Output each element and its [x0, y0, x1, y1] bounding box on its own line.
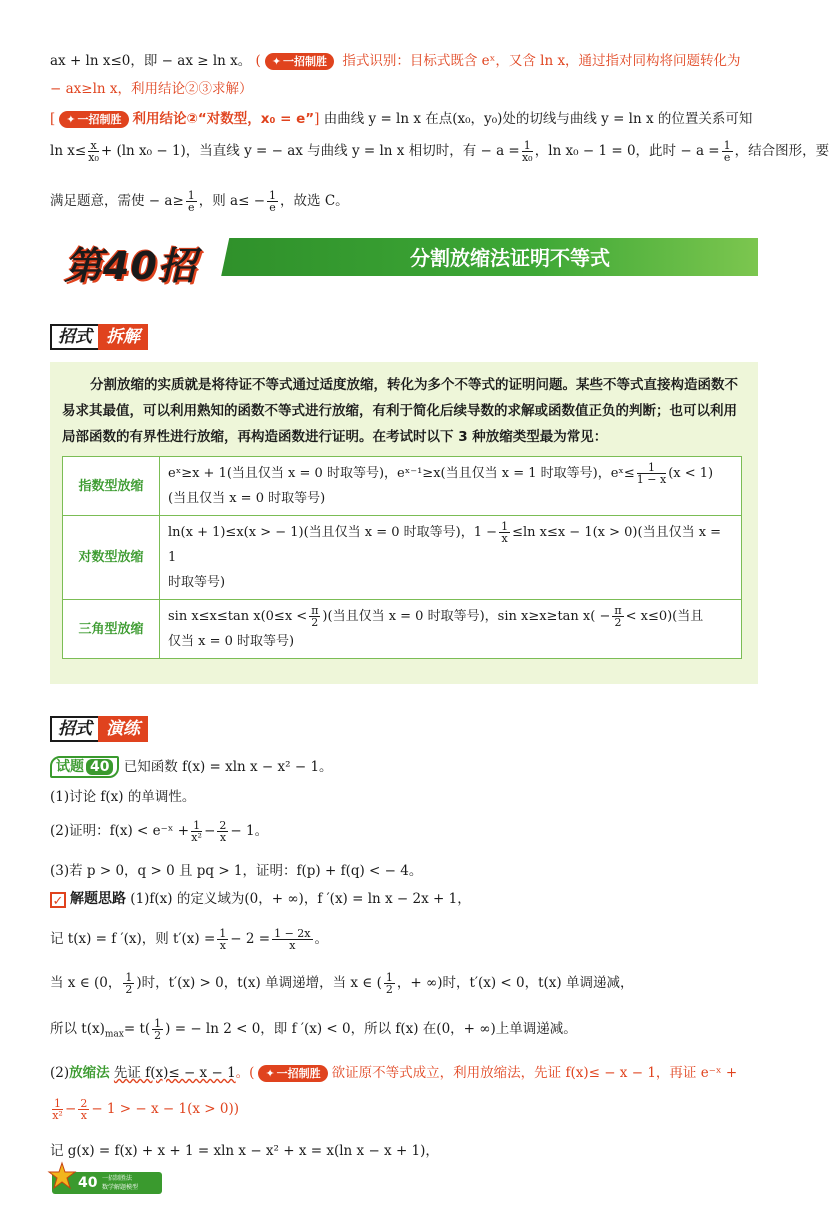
fraction: $\frac{1}{2}$ — [154, 1017, 162, 1042]
row-content: ln(x + 1)≤x(x > − 1)(当且仅当 x = 0 时取等号)，1 − $\frac{1}{x}$ ≤ln x≤x − 1(x > 0)(当且仅当 x = 1 时取等号) — [160, 516, 742, 600]
footer-subtitle: 一招制胜法 数学解题模型 — [102, 1175, 139, 1191]
first-prove: 先证 f(x)≤ − x − 1 — [113, 1065, 236, 1081]
question-part-1: (1)讨论 f(x) 的单调性。 — [50, 789, 196, 805]
banner-number: 第40招 — [64, 244, 197, 288]
page-number: 40 — [78, 1175, 98, 1191]
tip-chip: ✦ 一招制胜 — [59, 111, 128, 128]
solution-line-6: $\frac{1}{\text{x²}}$ − $\frac{2}{x}$ − 1 > − x − 1(x > 0)) — [52, 1097, 239, 1122]
top-line-1: ax + ln x≤0，即 − ax ≥ ln x。 ( ✦ 一招制胜 指式识别：目标式既含 eˣ，又含 ln x，通过指对同构将问题转化为 — [50, 53, 741, 69]
fraction: $\frac{1}{2}$ — [125, 971, 133, 996]
fraction: $\frac{1}{2}$ — [385, 971, 393, 996]
section-label-breakdown: 招式 拆解 — [50, 322, 148, 350]
section-label-practice: 招式 演练 — [50, 714, 148, 742]
fraction: $\frac{1}{x}$ — [219, 927, 227, 952]
solution-label: 解题思路 — [70, 891, 126, 907]
row-header: 三角型放缩 — [63, 600, 160, 659]
fraction: $\frac{1}{1 - x}$ — [636, 461, 667, 486]
row-content: eˣ≥x + 1(当且仅当 x = 0 时取等号)，eˣ⁻¹≥x(当且仅当 x = 1 时取等号)，eˣ≤ $\frac{1}{1 - x}$ (x < 1) (当且仅当 x = 0 时取等号) — [160, 457, 742, 516]
table-row — [63, 516, 742, 600]
intro-paragraph: 分割放缩的实质就是将待证不等式通过适度放缩，转化为多个不等式的证明问题。某些不等式直接构造函数不易求其最值，可以利用熟知的函数不等式进行放缩，有利于简化后续导数的求解或函数值正负的判断；也可以利用局部函数的有界性进行放缩，再构造函数进行证明。在考试时以下 3 种放缩类型最为常见： — [62, 377, 738, 445]
top-line-5: 满足题意，需使 − a≥ $\frac{1}{e}$ ，则 a≤ − $\frac{1}{e}$ ，故选 C。 — [50, 189, 349, 214]
star-icon — [48, 1162, 76, 1190]
top-line-2: − ax≥ln x，利用结论②③求解） — [50, 81, 253, 97]
fraction: $\frac{1}{\text{x²}}$ — [52, 1097, 63, 1122]
fraction: $\frac{\pi}{2}$ — [311, 604, 319, 629]
fraction: $\frac{1 - 2x}{x}$ — [274, 927, 311, 952]
method-label: 放缩法 — [69, 1065, 110, 1081]
question-part-2: (2)证明：f(x) < e⁻ˣ + $\frac{1}{\text{x²}}$ − $\frac{2}{x}$ − 1。 — [50, 819, 269, 844]
row-header: 对数型放缩 — [63, 516, 160, 600]
solution-line-5: (2)放缩法 先证 f(x)≤ − x − 1。( ✦ 一招制胜 欲证原不等式成立，利用放缩法，先证 f(x)≤ − x − 1，再证 e⁻ˣ + — [50, 1065, 738, 1081]
fraction: $\frac{1}{\text{x²}}$ — [191, 819, 202, 844]
fraction: $\frac{1}{e}$ — [187, 189, 195, 214]
top-line-4: ln x≤ $\frac{x}{\text{x₀}}$ + (ln x₀ − 1)，当直线 y = − ax 与曲线 y = ln x 相切时，有 − a = $\frac{1}{\text{x₀}}$ ，ln x₀ − 1 = 0，此时 − a = $\frac{1}{e}$ ，结合图形，要 — [50, 139, 829, 164]
row-header: 指数型放缩 — [63, 457, 160, 516]
table-row — [63, 457, 742, 516]
fraction: $\frac{\pi}{2}$ — [614, 604, 622, 629]
fraction: $\frac{2}{x}$ — [80, 1097, 88, 1122]
fraction: $\frac{1}{e}$ — [269, 189, 277, 214]
question-stem: 试题 40 已知函数 f(x) = xln x − x² − 1。 — [50, 756, 333, 778]
fraction: $\frac{1}{\text{x₀}}$ — [521, 139, 533, 164]
banner-title: 分割放缩法证明不等式 — [410, 246, 610, 270]
tip-chip: ✦ 一招制胜 — [265, 53, 334, 70]
question-badge: 试题 40 — [50, 756, 119, 778]
conclusion-tag: 利用结论②“对数型，x₀ = e” — [132, 111, 315, 127]
page-footer — [52, 1172, 162, 1194]
row-content: sin x≤x≤tan x(0≤x < $\frac{\pi}{2}$ )(当且仅当 x = 0 时取等号)，sin x≥x≥tan x( − $\frac{\pi}{2}$ < x≤0)(当且 仅当 x = 0 时取等号) — [160, 600, 742, 659]
solution-line-7: 记 g(x) = f(x) + x + 1 = xln x − x² + x = x(ln x − x + 1)， — [50, 1143, 439, 1159]
fraction: $\frac{1}{e}$ — [723, 139, 731, 164]
fraction: $\frac{1}{x}$ — [501, 520, 509, 545]
solution-line-4: 所以 $t(x)_{max}= t$( $\frac{1}{2}$ ) = − ln 2 < 0，即 f ′(x) < 0，所以 f(x) 在(0，+ ∞)上单调递减。 — [50, 1017, 577, 1042]
top-line-3: [ ✦ 一招制胜 利用结论②“对数型，x₀ = e”] 由曲线 y = ln x 在点(x₀，y₀)处的切线与曲线 y = ln x 的位置关系可知 — [50, 111, 753, 127]
top-line-1-math: ax + ln x≤0，即 − ax ≥ ln x。 — [50, 53, 252, 69]
sparkle-icon: ✦ — [66, 113, 76, 126]
fraction: $\frac{2}{x}$ — [219, 819, 227, 844]
chapter-banner — [50, 234, 758, 288]
solution-line-2: 记 t(x) = f ′(x)，则 t′(x) = $\frac{1}{x}$ − 2 = $\frac{1 - 2x}{x}$ 。 — [50, 927, 329, 952]
table-row — [63, 600, 742, 659]
tip-text: 指式识别：目标式既含 eˣ，又含 ln x，通过指对同构将问题转化为 — [342, 53, 741, 69]
fraction: $\frac{x}{\text{x₀}}$ — [88, 139, 99, 164]
question-part-3: (3)若 p > 0，q > 0 且 pq > 1，证明：f(p) + f(q) < − 4。 — [50, 863, 423, 879]
sparkle-icon: ✦ — [265, 1067, 275, 1080]
tip-chip: ✦ 一招制胜 — [258, 1065, 327, 1082]
check-icon: ✓ — [50, 892, 66, 908]
top-line-3-text: 由曲线 y = ln x 在点(x₀，y₀)处的切线与曲线 y = ln x 的位置关系可知 — [323, 111, 753, 127]
solution-line-3: 当 x ∈ (0， $\frac{1}{2}$ )时，t′(x) > 0，t(x) 单调递增，当 x ∈ ( $\frac{1}{2}$ ，+ ∞)时，t′(x) < 0，t(x) 单调递减， — [50, 971, 634, 996]
scaling-types-table — [62, 456, 742, 659]
sparkle-icon: ✦ — [271, 55, 282, 68]
solution-line-1: ✓ 解题思路 (1)f(x) 的定义域为(0，+ ∞)，f ′(x) = ln x − 2x + 1， — [50, 888, 471, 910]
